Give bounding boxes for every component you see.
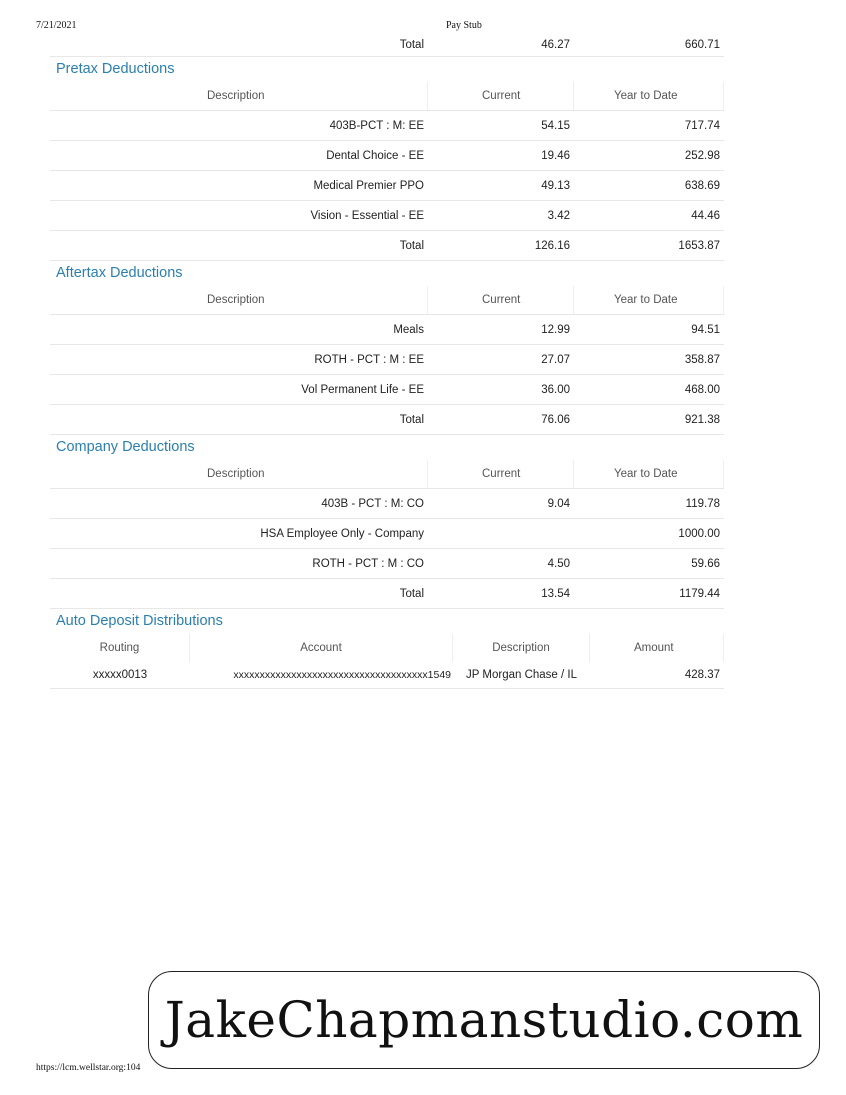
row-description: HSA Employee Only - Company — [260, 527, 424, 540]
row-current: 27.07 — [541, 353, 570, 366]
pay-stub-content — [50, 34, 724, 689]
pretax-header-row — [50, 82, 724, 111]
row-ytd: 44.46 — [691, 209, 720, 222]
column-header-current: Current — [428, 460, 574, 488]
table-row — [50, 375, 724, 405]
column-header-amount: Amount — [590, 634, 724, 662]
total-current: 46.27 — [541, 39, 570, 51]
watermark-stamp: JakeChapmanstudio.com — [148, 971, 820, 1069]
row-current: 49.13 — [541, 179, 570, 192]
total-label: Total — [399, 413, 424, 426]
row-current: 54.15 — [541, 119, 570, 132]
row-description: 403B - PCT : M: CO — [321, 497, 424, 510]
total-label: Total — [399, 39, 424, 51]
print-title: Pay Stub — [446, 20, 482, 31]
column-header-description: Description — [50, 286, 428, 314]
row-ytd: 119.78 — [685, 497, 720, 510]
column-header-ytd: Year to Date — [574, 82, 724, 110]
deposit-routing: xxxxx0013 — [92, 669, 148, 681]
table-row — [50, 111, 724, 141]
table-row — [50, 549, 724, 579]
row-ytd: 717.74 — [684, 119, 720, 132]
total-ytd: 1179.44 — [679, 587, 720, 600]
table-row — [50, 171, 724, 201]
column-header-ytd: Year to Date — [574, 460, 724, 488]
table-row — [50, 141, 724, 171]
row-description: ROTH - PCT : M : EE — [314, 353, 424, 366]
earnings-total-row — [50, 34, 724, 57]
footer-url: https://lcm.wellstar.org:104 — [36, 1063, 141, 1073]
company-total-row — [50, 579, 724, 609]
table-row — [50, 315, 724, 345]
total-label: Total — [399, 239, 424, 252]
row-description: Vol Permanent Life - EE — [301, 383, 424, 396]
column-header-current: Current — [428, 286, 574, 314]
row-current: 36.00 — [541, 383, 570, 396]
aftertax-header-row — [50, 286, 724, 315]
row-current: 4.50 — [547, 557, 570, 570]
row-ytd: 358.87 — [684, 353, 720, 366]
row-description: 403B-PCT : M: EE — [329, 119, 424, 132]
row-ytd: 59.66 — [691, 557, 720, 570]
row-current: 19.46 — [541, 149, 570, 162]
aftertax-deductions-title: Aftertax Deductions — [56, 265, 183, 281]
total-ytd: 1653.87 — [678, 239, 720, 252]
row-ytd: 638.69 — [684, 179, 720, 192]
column-header-description: Description — [453, 634, 590, 662]
row-ytd: 94.51 — [691, 323, 720, 336]
company-header-row — [50, 460, 724, 489]
total-ytd: 660.71 — [684, 39, 720, 51]
row-ytd: 252.98 — [684, 149, 720, 162]
column-header-current: Current — [428, 82, 574, 110]
auto-deposit-title: Auto Deposit Distributions — [56, 613, 223, 629]
table-row — [50, 201, 724, 231]
row-current: 3.42 — [547, 209, 570, 222]
row-description: Dental Choice - EE — [326, 149, 424, 162]
column-header-ytd: Year to Date — [574, 286, 724, 314]
deposit-description: JP Morgan Chase / IL — [465, 669, 577, 681]
table-row — [50, 489, 724, 519]
row-description: Medical Premier PPO — [313, 179, 424, 192]
total-current: 13.54 — [541, 587, 570, 600]
total-current: 126.16 — [534, 239, 570, 252]
pretax-total-row — [50, 231, 724, 261]
print-date: 7/21/2021 — [36, 20, 77, 31]
column-header-routing: Routing — [50, 634, 190, 662]
column-header-account: Account — [190, 634, 453, 662]
row-ytd: 468.00 — [684, 383, 720, 396]
row-current: 12.99 — [541, 323, 570, 336]
table-row — [50, 345, 724, 375]
total-label: Total — [399, 587, 424, 600]
pretax-deductions-title: Pretax Deductions — [56, 61, 175, 77]
row-description: Meals — [393, 323, 424, 336]
row-description: ROTH - PCT : M : CO — [312, 557, 424, 570]
table-row — [50, 519, 724, 549]
row-ytd: 1000.00 — [678, 527, 720, 540]
company-deductions-title: Company Deductions — [56, 439, 195, 455]
deposit-amount: 428.37 — [684, 669, 720, 681]
deposit-account: xxxxxxxxxxxxxxxxxxxxxxxxxxxxxxxxxxxxx1549 — [233, 669, 451, 681]
auto-deposit-header-row — [50, 634, 724, 662]
row-description: Vision - Essential - EE — [310, 209, 424, 222]
column-header-description: Description — [50, 460, 428, 488]
row-current: 9.04 — [547, 497, 570, 510]
column-header-description: Description — [50, 82, 428, 110]
table-row — [50, 662, 724, 689]
aftertax-total-row — [50, 405, 724, 435]
total-ytd: 921.38 — [684, 413, 720, 426]
total-current: 76.06 — [541, 413, 570, 426]
